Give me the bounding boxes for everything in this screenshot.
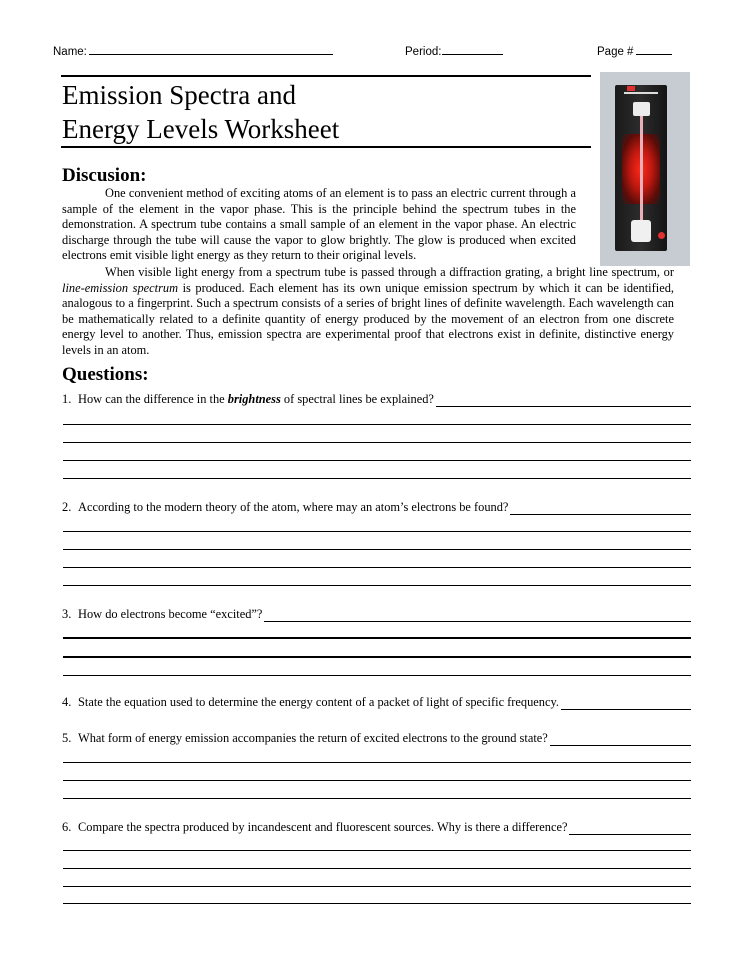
q2-answer-blank[interactable] <box>510 503 691 515</box>
answer-line[interactable] <box>63 798 691 799</box>
title-rule-top <box>61 75 591 77</box>
answer-line[interactable] <box>63 442 691 443</box>
question-4 <box>62 695 691 710</box>
answer-line[interactable] <box>63 585 691 586</box>
header-row <box>53 44 693 60</box>
q5-number: 5. <box>62 731 72 745</box>
q4-answer-blank[interactable] <box>561 698 691 710</box>
q4-text: State the equation used to determine the energy content of a packet of light of specific frequency. <box>78 695 559 709</box>
answer-line[interactable] <box>63 424 691 425</box>
page-label: Page # <box>597 46 634 58</box>
answer-line[interactable] <box>63 780 691 781</box>
q6-answer-blank[interactable] <box>569 823 691 835</box>
q2-number: 2. <box>62 500 72 514</box>
answer-line[interactable] <box>63 549 691 550</box>
para1-text: One convenient method of exciting atoms of an element is to pass an electric current through a sample of the element in the vapor phase. This is the principle behind the spectrum tubes in the demonstration. A spectrum tube contains a small sample of an element in the vapor phase. An electric discharge through the tube will cause the vapor to glow brightly. The glow is produced when excited electrons emit visible light energy as they return to their original levels. <box>62 186 576 262</box>
period-blank[interactable] <box>442 44 503 55</box>
question-3 <box>62 607 691 622</box>
glass-tube <box>640 108 643 228</box>
question-5 <box>62 731 691 746</box>
page-blank[interactable] <box>636 44 672 55</box>
power-knob <box>658 232 665 239</box>
q1-answer-blank[interactable] <box>436 395 691 407</box>
tube-cap-top <box>633 102 650 116</box>
para2-text-a: When visible light energy from a spectrum tube is passed through a diffraction grating, a bright line spectrum, or <box>105 265 674 279</box>
para2-text-b: is produced. Each element has its own unique emission spectrum by which it can be identified, analogous to a fingerprint. Such a spectrum consists of a series of bright lines of definite wavelength. Each wavelength can be mathematically related to a definite quantity of energy produced by the movement of an electron from one discrete energy level to another. Thus, emission spectra are experimental proof that electrons exist in definite, distinctive energy levels in an atom. <box>62 280 674 357</box>
answer-line[interactable] <box>63 675 691 676</box>
name-label: Name: <box>53 46 87 58</box>
name-field[interactable] <box>53 44 333 58</box>
q1-text-b: of spectral lines be explained? <box>280 392 434 406</box>
q1-number: 1. <box>62 392 72 406</box>
q6-text: Compare the spectra produced by incandescent and fluorescent sources. Why is there a difference? <box>78 820 568 834</box>
q5-answer-blank[interactable] <box>550 734 691 746</box>
name-blank[interactable] <box>89 44 333 55</box>
q2-text: According to the modern theory of the atom, where may an atom’s electrons be found? <box>78 500 509 514</box>
q5-text: What form of energy emission accompanies the return of excited electrons to the ground state? <box>78 731 548 745</box>
answer-line[interactable] <box>63 886 691 887</box>
question-1 <box>62 392 691 407</box>
page-number-field[interactable] <box>597 44 672 58</box>
para2-italic-term: line-emission spectrum <box>62 280 179 295</box>
question-2 <box>62 500 691 515</box>
top-bracket <box>624 92 658 94</box>
questions-heading: Questions: <box>62 364 149 385</box>
discussion-paragraph-1 <box>62 186 576 264</box>
discussion-paragraph-2 <box>62 265 674 358</box>
q6-number: 6. <box>62 820 72 834</box>
title-line-1: Emission Spectra and <box>62 80 296 110</box>
indicator-lamp <box>627 86 635 91</box>
answer-line[interactable] <box>63 850 691 851</box>
q4-number: 4. <box>62 695 72 709</box>
q3-number: 3. <box>62 607 72 621</box>
title-line-2: Energy Levels Worksheet <box>62 114 340 144</box>
tube-cap-bottom <box>631 220 651 242</box>
answer-line[interactable] <box>63 868 691 869</box>
answer-line[interactable] <box>63 762 691 763</box>
q3-answer-blank[interactable] <box>264 610 691 622</box>
discussion-heading: Discusion: <box>62 165 147 186</box>
answer-line[interactable] <box>63 656 691 658</box>
answer-line[interactable] <box>63 567 691 568</box>
question-6 <box>62 820 691 835</box>
spectrum-tube-photo <box>600 72 690 266</box>
period-label: Period: <box>405 46 442 58</box>
answer-line[interactable] <box>63 903 691 904</box>
answer-line[interactable] <box>63 637 691 639</box>
q3-text: How do electrons become “excited”? <box>78 607 263 621</box>
q1-bold-term: brightness <box>227 392 281 406</box>
period-field[interactable] <box>405 44 503 58</box>
answer-line[interactable] <box>63 460 691 461</box>
answer-line[interactable] <box>63 531 691 532</box>
q1-text-a: How can the difference in the <box>78 392 228 406</box>
title-rule-bottom <box>61 146 591 148</box>
answer-line[interactable] <box>63 478 691 479</box>
page-title <box>62 78 339 146</box>
